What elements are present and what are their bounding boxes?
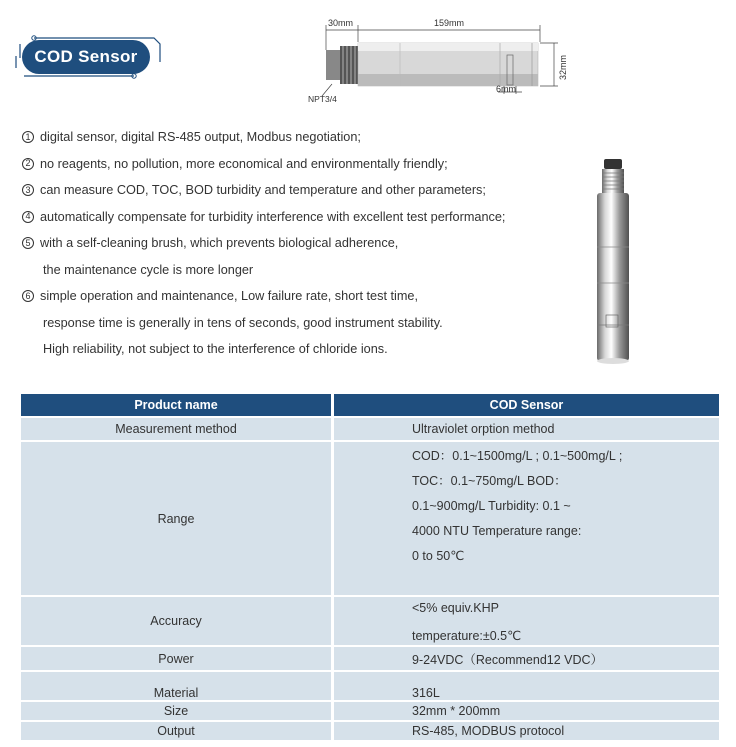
feature-number: 1 bbox=[22, 131, 34, 143]
feature-item bbox=[22, 230, 582, 257]
table-row bbox=[21, 597, 719, 645]
feature-list bbox=[22, 124, 582, 363]
feature-continuation: the maintenance cycle is more longer bbox=[43, 262, 254, 277]
table-row bbox=[21, 647, 719, 670]
accuracy-line: <5% equiv.KHP bbox=[412, 601, 499, 615]
row-label: Power bbox=[21, 647, 331, 670]
sensor-dimension-drawing bbox=[300, 10, 590, 110]
table-row bbox=[21, 722, 719, 740]
feature-text: no reagents, no pollution, more economical and environmentally friendly; bbox=[40, 156, 448, 171]
sensor-photo bbox=[578, 155, 648, 367]
feature-text: can measure COD, TOC, BOD turbidity and temperature and other parameters; bbox=[40, 183, 486, 198]
range-line: COD：0.1~1500mg/L ; 0.1~500mg/L ; bbox=[412, 449, 623, 463]
feature-item bbox=[22, 124, 582, 151]
table-row bbox=[21, 418, 719, 440]
feature-text: automatically compensate for turbidity interference with excellent test performance; bbox=[40, 209, 506, 224]
range-line: TOC：0.1~750mg/L BOD： bbox=[412, 474, 567, 488]
feature-continuation: response time is generally in tens of seconds, good instrument stability. bbox=[43, 315, 443, 330]
thread-connector bbox=[326, 46, 358, 84]
feature-item bbox=[22, 151, 582, 178]
feature-number: 6 bbox=[22, 290, 34, 302]
row-label: Output bbox=[21, 722, 331, 740]
thread-label: NPT3/4 bbox=[308, 94, 337, 104]
row-value bbox=[334, 597, 719, 645]
row-value: Ultraviolet orption method bbox=[334, 418, 719, 440]
feature-number: 5 bbox=[22, 237, 34, 249]
feature-number: 4 bbox=[22, 211, 34, 223]
row-label: Accuracy bbox=[21, 597, 331, 645]
dim-slot-label: 6mm bbox=[496, 84, 516, 94]
dim-length-label: 159mm bbox=[434, 18, 465, 28]
row-label: Measurement method bbox=[21, 418, 331, 440]
spec-table bbox=[18, 392, 722, 742]
table-row bbox=[21, 672, 719, 700]
feature-number: 2 bbox=[22, 158, 34, 170]
feature-text: digital sensor, digital RS-485 output, Modbus negotiation; bbox=[40, 130, 361, 145]
feature-continuation: High reliability, not subject to the interference of chloride ions. bbox=[43, 342, 388, 357]
accuracy-line: temperature:±0.5℃ bbox=[412, 629, 522, 643]
feature-text: simple operation and maintenance, Low failure rate, short test time, bbox=[40, 289, 419, 304]
table-header-row bbox=[21, 394, 719, 416]
header-product-name: Product name bbox=[21, 394, 331, 416]
feature-number: 3 bbox=[22, 184, 34, 196]
feature-item bbox=[22, 204, 582, 231]
feature-item bbox=[22, 177, 582, 204]
feature-item bbox=[22, 283, 582, 310]
row-label: Range bbox=[21, 442, 331, 595]
dim-diameter-label: 32mm bbox=[558, 54, 568, 80]
row-value: RS-485, MODBUS protocol bbox=[334, 722, 719, 740]
table-row bbox=[21, 702, 719, 720]
range-line: 4000 NTU Temperature range: bbox=[412, 524, 582, 538]
row-value: 316L bbox=[334, 672, 719, 700]
row-value bbox=[334, 442, 719, 595]
dim-connector-label: 30mm bbox=[328, 18, 354, 28]
badge-label: COD Sensor bbox=[22, 40, 150, 74]
range-line: 0 to 50℃ bbox=[412, 549, 465, 563]
row-label: Material bbox=[21, 672, 331, 700]
range-line: 0.1~900mg/L Turbidity: 0.1 ~ bbox=[412, 499, 571, 513]
sensor-body bbox=[358, 43, 538, 86]
table-row bbox=[21, 442, 719, 595]
feature-text: with a self-cleaning brush, which prevents biological adherence, bbox=[40, 236, 399, 251]
title-badge bbox=[14, 32, 164, 82]
row-value: 9-24VDC（Recommend12 VDC） bbox=[334, 647, 719, 670]
row-value: 32mm * 200mm bbox=[334, 702, 719, 720]
row-label: Size bbox=[21, 702, 331, 720]
header-product-value: COD Sensor bbox=[334, 394, 719, 416]
